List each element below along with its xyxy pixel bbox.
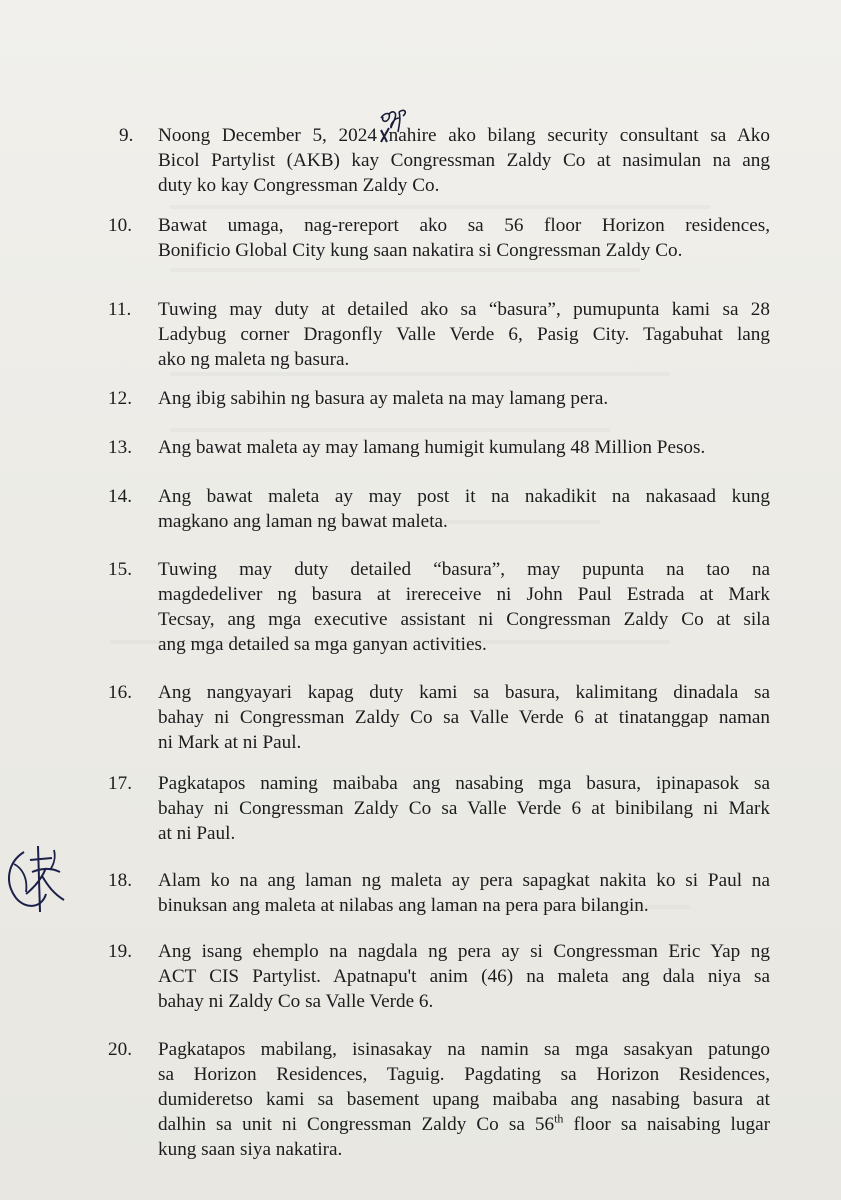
paragraph-line: sa Horizon Residences, Taguig. Pagdating sa Horizon Residences,	[158, 1064, 770, 1085]
paragraph-line: Bonificio Global City kung saan nakatira si Congressman Zaldy Co.	[158, 240, 683, 261]
paragraph-line: duty ko kay Congressman Zaldy Co.	[158, 175, 440, 196]
paragraph-line: dumideretso kami sa basement upang maibaba ang nasabing basura at	[158, 1089, 770, 1110]
paragraph-line: Ladybug corner Dragonfly Valle Verde 6, Pasig City. Tagabuhat lang	[158, 324, 770, 345]
paragraph-line	[158, 1112, 770, 1138]
paragraph-line: magkano ang laman ng bawat maleta.	[158, 511, 448, 532]
paragraph-line: Tecsay, ang mga executive assistant ni Congressman Zaldy Co at sila	[158, 609, 770, 630]
paragraph-line: ACT CIS Partylist. Apatnapu't anim (46) na maleta ang dala niya sa	[158, 966, 770, 987]
paragraph-number: 19.	[108, 941, 132, 962]
bleed-through-mark	[170, 205, 710, 209]
paragraph-line-tail: floor sa naisabing lugar	[563, 1114, 770, 1135]
paragraph-line: Tuwing may duty at detailed ako sa “basura”, pumupunta kami sa 28	[158, 299, 770, 320]
paragraph-line: Pagkatapos naming maibaba ang nasabing mga basura, ipinapasok sa	[158, 773, 770, 794]
paragraph-line: ni Mark at ni Paul.	[158, 732, 302, 753]
paragraph-number: 11.	[108, 299, 132, 320]
paragraph-line: ako ng maleta ng basura.	[158, 349, 350, 370]
paragraph-line: Ang ibig sabihin ng basura ay maleta na may lamang pera.	[158, 388, 609, 409]
margin-initials-signature	[2, 842, 74, 920]
paragraph-line: bahay ni Congressman Zaldy Co sa Valle Verde 6 at binibilang ni Mark	[158, 798, 770, 819]
paragraph-number: 14.	[108, 486, 132, 507]
paragraph-number: 17.	[108, 773, 132, 794]
paragraph-line: Ang isang ehemplo na nagdala ng pera ay si Congressman Eric Yap ng	[158, 941, 770, 962]
paragraph-number: 12.	[108, 388, 132, 409]
paragraph-line: ang mga detailed sa mga ganyan activities.	[158, 634, 487, 655]
paragraph-line: magdedeliver ng basura at irereceive ni John Paul Estrada at Mark	[158, 584, 770, 605]
paragraph-line: Bicol Partylist (AKB) kay Congressman Zaldy Co at nasimulan na ang	[158, 150, 770, 171]
paragraph-line: Alam ko na ang laman ng maleta ay pera sapagkat nakita ko si Paul na	[158, 870, 770, 891]
paragraph-number: 18.	[108, 870, 132, 891]
paragraph-line: Bawat umaga, nag-rereport ako sa 56 floor Horizon residences,	[158, 215, 770, 236]
paragraph-line: Ang nangyayari kapag duty kami sa basura, kalimitang dinadala sa	[158, 682, 770, 703]
paragraph-line: Pagkatapos mabilang, isinasakay na namin sa mga sasakyan patungo	[158, 1039, 770, 1060]
paragraph-number: 13.	[108, 437, 132, 458]
paragraph-line: binuksan ang maleta at nilabas ang laman na pera para bilangin.	[158, 895, 649, 916]
paragraph-line: Ang bawat maleta ay may lamang humigit kumulang 48 Million Pesos.	[158, 437, 706, 458]
paragraph-line: bahay ni Congressman Zaldy Co sa Valle Verde 6 at tinatanggap naman	[158, 707, 770, 728]
paragraph-number: 9.	[119, 125, 134, 146]
bleed-through-mark	[170, 268, 640, 272]
paragraph-number: 20.	[108, 1039, 132, 1060]
paragraph-line: at ni Paul.	[158, 823, 236, 844]
bleed-through-mark	[170, 428, 610, 432]
paragraph-line: bahay ni Zaldy Co sa Valle Verde 6.	[158, 991, 434, 1012]
superscript-th: th	[554, 1111, 564, 1126]
paragraph-line: Tuwing may duty detailed “basura”, may pupunta na tao na	[158, 559, 770, 580]
paragraph-number: 15.	[108, 559, 132, 580]
paragraph-number: 10.	[108, 215, 132, 236]
paragraph-line: Noong December 5, 2024 nahire ako bilang security consultant sa Ako	[158, 125, 770, 146]
paragraph-line-text: dalhin sa unit ni Congressman Zaldy Co sa 56	[158, 1114, 555, 1135]
paragraph-line: kung saan siya nakatira.	[158, 1139, 343, 1160]
paragraph-number: 16.	[108, 682, 132, 703]
paragraph-line: Ang bawat maleta ay may post it na nakadikit na nakasaad kung	[158, 486, 770, 507]
